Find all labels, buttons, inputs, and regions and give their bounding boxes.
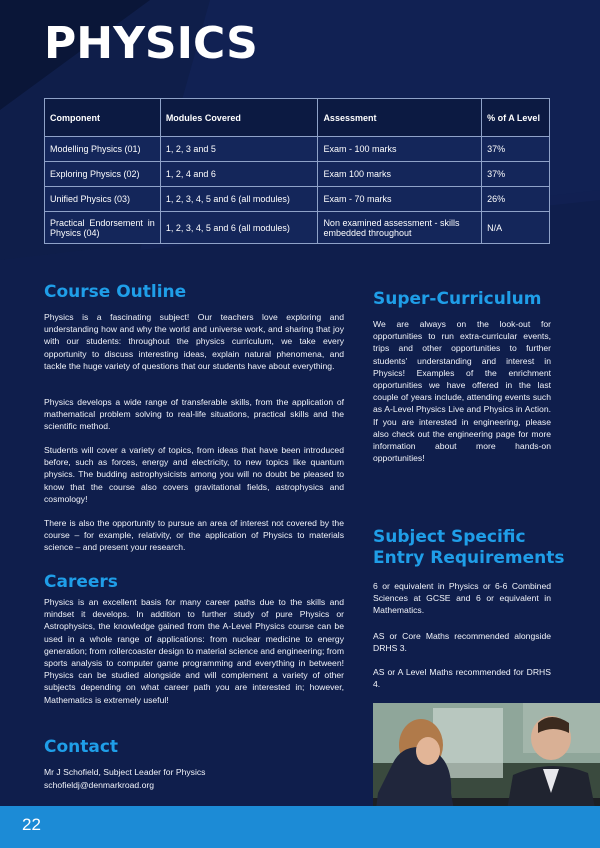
table-header-cell: Assessment xyxy=(318,99,482,137)
course-outline-para-2: Physics develops a wide range of transferable skills, from the application of mathematical problem solving to real-life situations, practical skills and the scientific method. xyxy=(44,397,344,432)
contact-name: Mr J Schofield, Subject Leader for Physics xyxy=(44,767,206,777)
table-header-row xyxy=(45,99,550,137)
assessment-table xyxy=(44,98,550,244)
entry-requirements-heading-line1: Subject Specific xyxy=(373,527,526,547)
table-header-cell: % of A Level xyxy=(482,99,550,137)
table-row xyxy=(45,212,550,244)
entry-requirement-item: AS or Core Maths recommended alongside DRHS 3. xyxy=(373,631,551,654)
table-cell: 1, 2, 3, 4, 5 and 6 (all modules) xyxy=(160,187,318,212)
table-cell: 1, 2, 3 and 5 xyxy=(160,137,318,162)
table-cell: Exam - 70 marks xyxy=(318,187,482,212)
table-row xyxy=(45,137,550,162)
table-cell: Practical Endorsement in Physics (04) xyxy=(45,212,161,244)
table-cell: Non examined assessment - skills embedded throughout xyxy=(318,212,482,244)
table-cell: Modelling Physics (01) xyxy=(45,137,161,162)
table-cell: 1, 2, 3, 4, 5 and 6 (all modules) xyxy=(160,212,318,244)
table-header-cell: Component xyxy=(45,99,161,137)
contact-heading: Contact xyxy=(44,737,119,757)
table-row xyxy=(45,187,550,212)
table-cell: N/A xyxy=(482,212,550,244)
page-title: PHYSICS xyxy=(44,18,258,69)
entry-requirement-item: 6 or equivalent in Physics or 6-6 Combined Sciences at GCSE and 6 or equivalent in Mathematics. xyxy=(373,581,551,616)
table-cell: Exam - 100 marks xyxy=(318,137,482,162)
course-outline-para-4: There is also the opportunity to pursue an area of interest not covered by the course – for example, relativity, or the application of Physics to materials science – and present your research. xyxy=(44,518,344,553)
entry-requirement-item: AS or A Level Maths recommended for DRHS 4. xyxy=(373,667,551,690)
super-curriculum-heading: Super-Curriculum xyxy=(373,289,542,309)
course-outline-para-1: Physics is a fascinating subject! Our teachers love exploring and understanding how and why the world and universe work, and sharing that joy with our students: throughout the physics curriculum, we take every opportunity to discuss interesting ideas, explain natural phenomena, and tackle the huge variety of questions that our students have about everything. xyxy=(44,312,344,371)
table-cell: Exploring Physics (02) xyxy=(45,162,161,187)
table-cell: 37% xyxy=(482,137,550,162)
table-cell: Exam 100 marks xyxy=(318,162,482,187)
entry-requirements-heading-line2: Entry Requirements xyxy=(373,548,565,568)
table-header-cell: Modules Covered xyxy=(160,99,318,137)
table-cell: Unified Physics (03) xyxy=(45,187,161,212)
super-curriculum-text: We are always on the look-out for opportunities to run extra-curricular events, trips and other opportunities to further students' understanding and interest in Physics! Examples of the enrichment opportunities we have offered in the last couple of years include, attending events such as A-Level Physics Live and Physics in Action. If you are interested in engineering, please also check out the engineering page for more information about more hands-on opportunities! xyxy=(373,319,551,464)
careers-text: Physics is an excellent basis for many career paths due to the skills and mindset it develops. In addition to further study of pure Physics or Astrophysics, the knowledge gained from the A-Level Physics course can be used in a whole range of applications: from nuclear medicine to energy generation; from rollercoaster design to material science and engineering; from sports analysis to computer game programming and everything in between! Physics can be studied alongside and will complement a variety of other subjects depending on what career path you are interested in; however, Mathematics is extremely useful! xyxy=(44,597,344,705)
table-cell: 1, 2, 4 and 6 xyxy=(160,162,318,187)
table-cell: 26% xyxy=(482,187,550,212)
course-outline-para-3: Students will cover a variety of topics, from ideas that have been introduced before, such as forces, energy and electricity, to new topics like quantum physics. The budding astrophysicists among you will no doubt be pleased to know that the course also covers gravitational fields, astrophysics and cosmology! xyxy=(44,445,344,504)
course-outline-heading: Course Outline xyxy=(44,282,187,302)
footer-bar xyxy=(0,806,600,848)
careers-heading: Careers xyxy=(44,572,118,592)
table-row xyxy=(45,162,550,187)
page-number: 22 xyxy=(22,815,41,834)
table-cell: 37% xyxy=(482,162,550,187)
contact-email[interactable]: schofieldj@denmarkroad.org xyxy=(44,780,154,790)
